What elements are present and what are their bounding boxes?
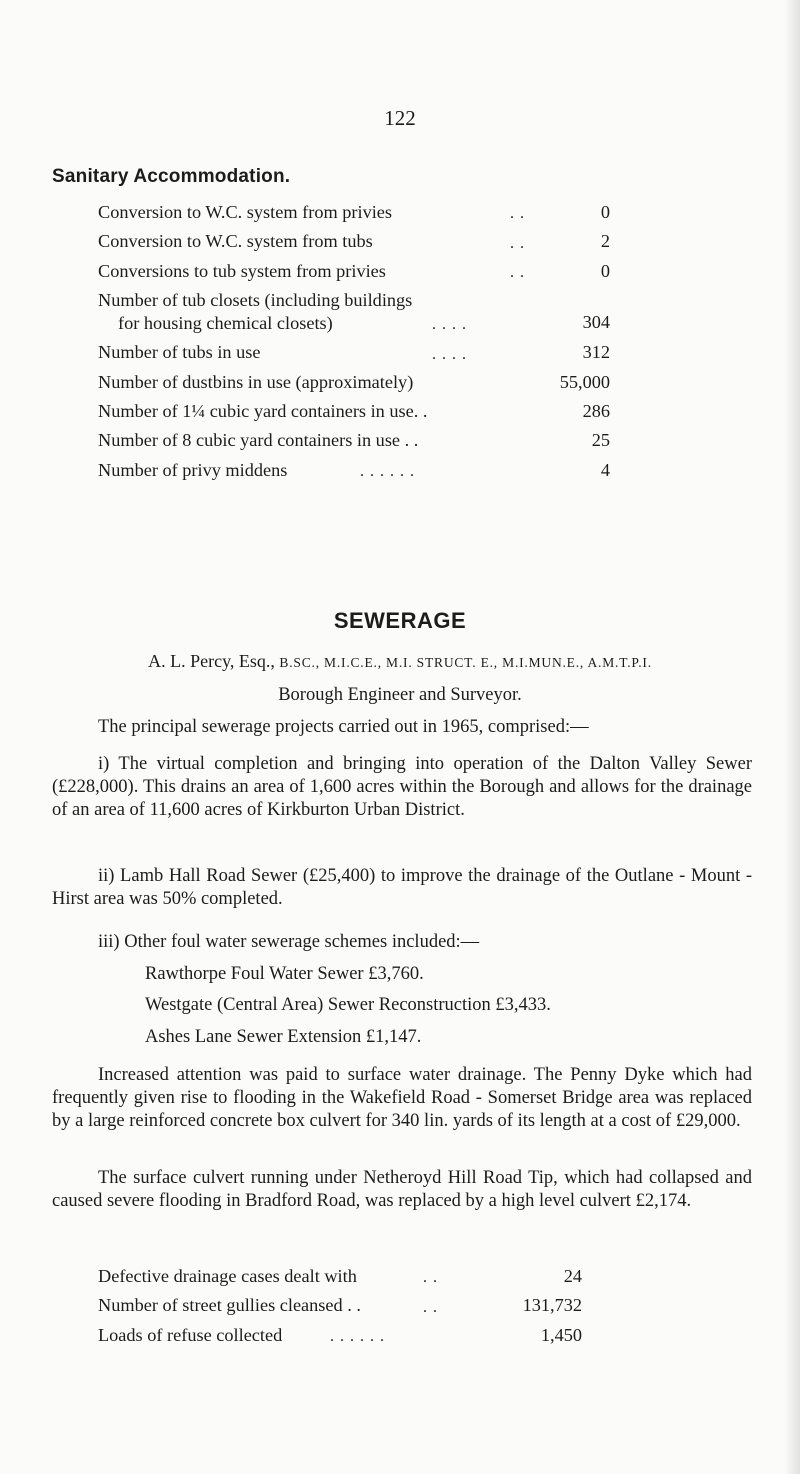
stat-label: Conversions to tub system from privies (98, 260, 386, 281)
stat-value: 1,450 (540, 1324, 582, 1345)
stat-value: 286 (582, 400, 610, 421)
stat-label: Conversion to W.C. system from tubs (98, 231, 373, 252)
stat-label: Conversion to W.C. system from privies (98, 202, 393, 222)
stat-row (98, 1291, 610, 1320)
stat-label: Number of 1¼ cubic yard containers in use. . (98, 400, 428, 421)
leader-dots: . . . . (432, 345, 467, 363)
stat-value: 55,000 (559, 371, 610, 392)
stat-value: 312 (582, 342, 610, 363)
engineer-title: Borough Engineer and Surveyor. (278, 685, 522, 705)
project-item-ii: ii) Lamb Hall Road Sewer (£25,400) to improve the drainage of the Outlane - Mount - Hirst area was 50% completed. (52, 866, 752, 909)
sewerage-intro: The principal sewerage projects carried out in 1965, comprised:— (98, 717, 589, 737)
stat-value: 131,732 (522, 1295, 582, 1316)
stat-value: 24 (563, 1265, 582, 1286)
sewerage-title: SEWERAGE (333, 608, 467, 633)
stat-row (98, 1262, 610, 1291)
scheme-line: Rawthorpe Foul Water Sewer £3,760. (145, 964, 424, 984)
stat-value: 0 (600, 260, 610, 281)
stat-label: Number of 8 cubic yard containers in use . . (98, 430, 419, 451)
stat-row (98, 257, 610, 286)
stat-label: Number of tubs in use (98, 342, 261, 363)
stat-label: Number of street gullies cleansed . . (98, 1295, 361, 1316)
stat-row (98, 198, 610, 227)
sewerage-stats-list (98, 1262, 610, 1350)
stat-value: 304 (582, 311, 610, 332)
page-edge-shadow (784, 0, 800, 1474)
project-item-i: i) The virtual completion and bringing into operation of the Dalton Valley Sewer (£228,000). This drains an area of 1,600 acres within the Borough and allows for the drainage of an area of 11,600 acres of Kirkburton Urban District. (52, 754, 752, 820)
stat-value: 25 (591, 430, 610, 451)
stat-label: Number of dustbins in use (approximately) (98, 371, 414, 392)
stat-row (98, 227, 610, 256)
leader-dots: . . (510, 264, 525, 282)
engineer-qualifications: B.SC., M.I.C.E., M.I. STRUCT. E., M.I.MUN.E., A.M.T.P.I. (279, 655, 652, 670)
scheme-line: Ashes Lane Sewer Extension £1,147. (145, 1027, 422, 1047)
sanitary-heading: Sanitary Accommodation. (52, 166, 291, 187)
stat-label: Loads of refuse collected (98, 1324, 283, 1345)
stat-label: Number of privy middens (98, 459, 288, 480)
stat-row (98, 426, 610, 455)
scheme-line: Westgate (Central Area) Sewer Reconstruction £3,433. (145, 995, 551, 1015)
stat-row (98, 286, 610, 338)
leader-dots: . . . . . . (360, 463, 415, 481)
stat-row (98, 368, 610, 397)
leader-dots: . . (423, 1298, 438, 1316)
sanitary-stats-list (98, 198, 610, 485)
stat-value: 0 (600, 201, 610, 222)
stat-row (98, 338, 610, 367)
stat-value: 2 (600, 231, 610, 252)
leader-dots: . . (510, 234, 525, 252)
stat-row (98, 1321, 610, 1350)
project-item-iii: iii) Other foul water sewerage schemes included:— (98, 932, 480, 952)
stat-row (98, 456, 610, 485)
stat-value: 4 (600, 459, 610, 480)
stat-label: Defective drainage cases dealt with (98, 1266, 357, 1286)
leader-dots: . . . . (432, 316, 467, 334)
culvert-paragraph: The surface culvert running under Netheroyd Hill Road Tip, which had collapsed and caused severe flooding in Bradford Road, was replaced by a high level culvert £2,174. (52, 1168, 752, 1211)
engineer-name: A. L. Percy, Esq., (148, 651, 275, 671)
leader-dots: . . . . . . (330, 1328, 385, 1346)
surface-water-paragraph: Increased attention was paid to surface water drainage. The Penny Dyke which had frequently given rise to flooding in the Wakefield Road - Somerset Bridge area was replaced by a large reinforced concrete box culvert for 340 lin. yards of its length at a cost of £29,000. (52, 1065, 752, 1131)
stat-label-line1: Number of tub closets (including buildings (98, 290, 413, 311)
leader-dots: . . (423, 1269, 438, 1287)
leader-dots: . . (510, 205, 525, 223)
stat-label-line2: for housing chemical closets) (118, 313, 333, 334)
engineer-credit (0, 651, 800, 672)
page-number: 122 (384, 106, 416, 130)
stat-row (98, 397, 610, 426)
